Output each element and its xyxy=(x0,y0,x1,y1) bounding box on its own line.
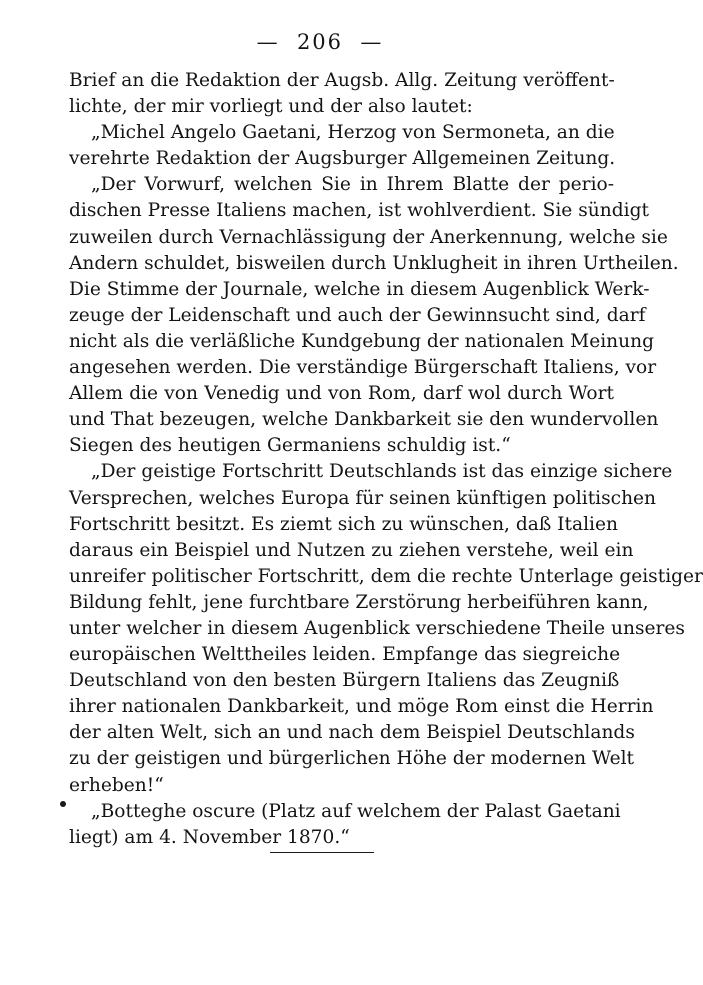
text-line: Brief an die Redaktion der Augsb. Allg. Zeitung veröffent- xyxy=(69,70,615,91)
text-line: unter welcher in diesem Augenblick verschiedene Theile unseres xyxy=(69,617,685,639)
ink-spot xyxy=(60,801,66,807)
text-line: dischen Presse Italiens machen, ist wohlverdient. Sie sündigt xyxy=(69,200,649,222)
page-number: — 206 — xyxy=(256,30,384,54)
text-line: „Botteghe oscure (Platz auf welchem der Palast Gaetani xyxy=(91,800,621,822)
text-line: der alten Welt, sich an und nach dem Beispiel Deutschlands xyxy=(69,722,635,744)
text-line: Andern schuldet, bisweilen durch Unklugheit in ihren Urtheilen. xyxy=(69,252,679,274)
text-line: „Michel Angelo Gaetani, Herzog von Sermoneta, an die xyxy=(91,122,615,144)
text-line: unreifer politischer Fortschritt, dem die rechte Unterlage geistiger xyxy=(69,565,703,587)
text-line: nicht als die verläßliche Kundgebung der nationalen Meinung xyxy=(69,330,654,352)
text-line: liegt) am 4. November 1870.“ xyxy=(69,826,350,848)
text-line: zuweilen durch Vernachlässigung der Anerkennung, welche sie xyxy=(69,226,668,248)
text-line: erheben!“ xyxy=(69,774,164,796)
section-end-rule xyxy=(270,852,374,853)
text-line: „Der geistige Fortschritt Deutschlands ist das einzige sichere xyxy=(91,461,673,483)
text-line: verehrte Redaktion der Augsburger Allgemeinen Zeitung. xyxy=(69,148,616,170)
text-line: zeuge der Leidenschaft und auch der Gewinnsucht sind, darf xyxy=(69,304,646,326)
text-line: Die Stimme der Journale, welche in diesem Augenblick Werk- xyxy=(69,278,650,300)
text-line: zu der geistigen und bürgerlichen Höhe der modernen Welt xyxy=(69,748,634,770)
text-line: Fortschritt besitzt. Es ziemt sich zu wünschen, daß Italien xyxy=(69,513,618,535)
text-line: ihrer nationalen Dankbarkeit, und möge Rom einst die Herrin xyxy=(69,696,654,718)
text-line: angesehen werden. Die verständige Bürgerschaft Italiens, vor xyxy=(69,357,657,379)
text-line: lichte, der mir vorliegt und der also lautet: xyxy=(69,96,473,118)
text-line: „Der Vorwurf, welchen Sie in Ihrem Blatte der perio- xyxy=(91,174,614,196)
page-body xyxy=(69,68,703,851)
text-line: und That bezeugen, welche Dankbarkeit sie den wundervollen xyxy=(69,409,659,431)
text-line: daraus ein Beispiel und Nutzen zu ziehen verstehe, weil ein xyxy=(69,539,634,561)
text-line: Allem die von Venedig und von Rom, darf wol durch Wort xyxy=(69,383,614,405)
text-line: Versprechen, welches Europa für seinen künftigen politischen xyxy=(69,487,657,509)
text-line: Deutschland von den besten Bürgern Italiens das Zeugniß xyxy=(69,670,620,692)
text-line: Siegen des heutigen Germaniens schuldig ist.“ xyxy=(69,435,511,457)
text-line: Bildung fehlt, jene furchtbare Zerstörung herbeiführen kann, xyxy=(69,591,649,613)
text-line: europäischen Welttheiles leiden. Empfange das siegreiche xyxy=(69,644,621,666)
